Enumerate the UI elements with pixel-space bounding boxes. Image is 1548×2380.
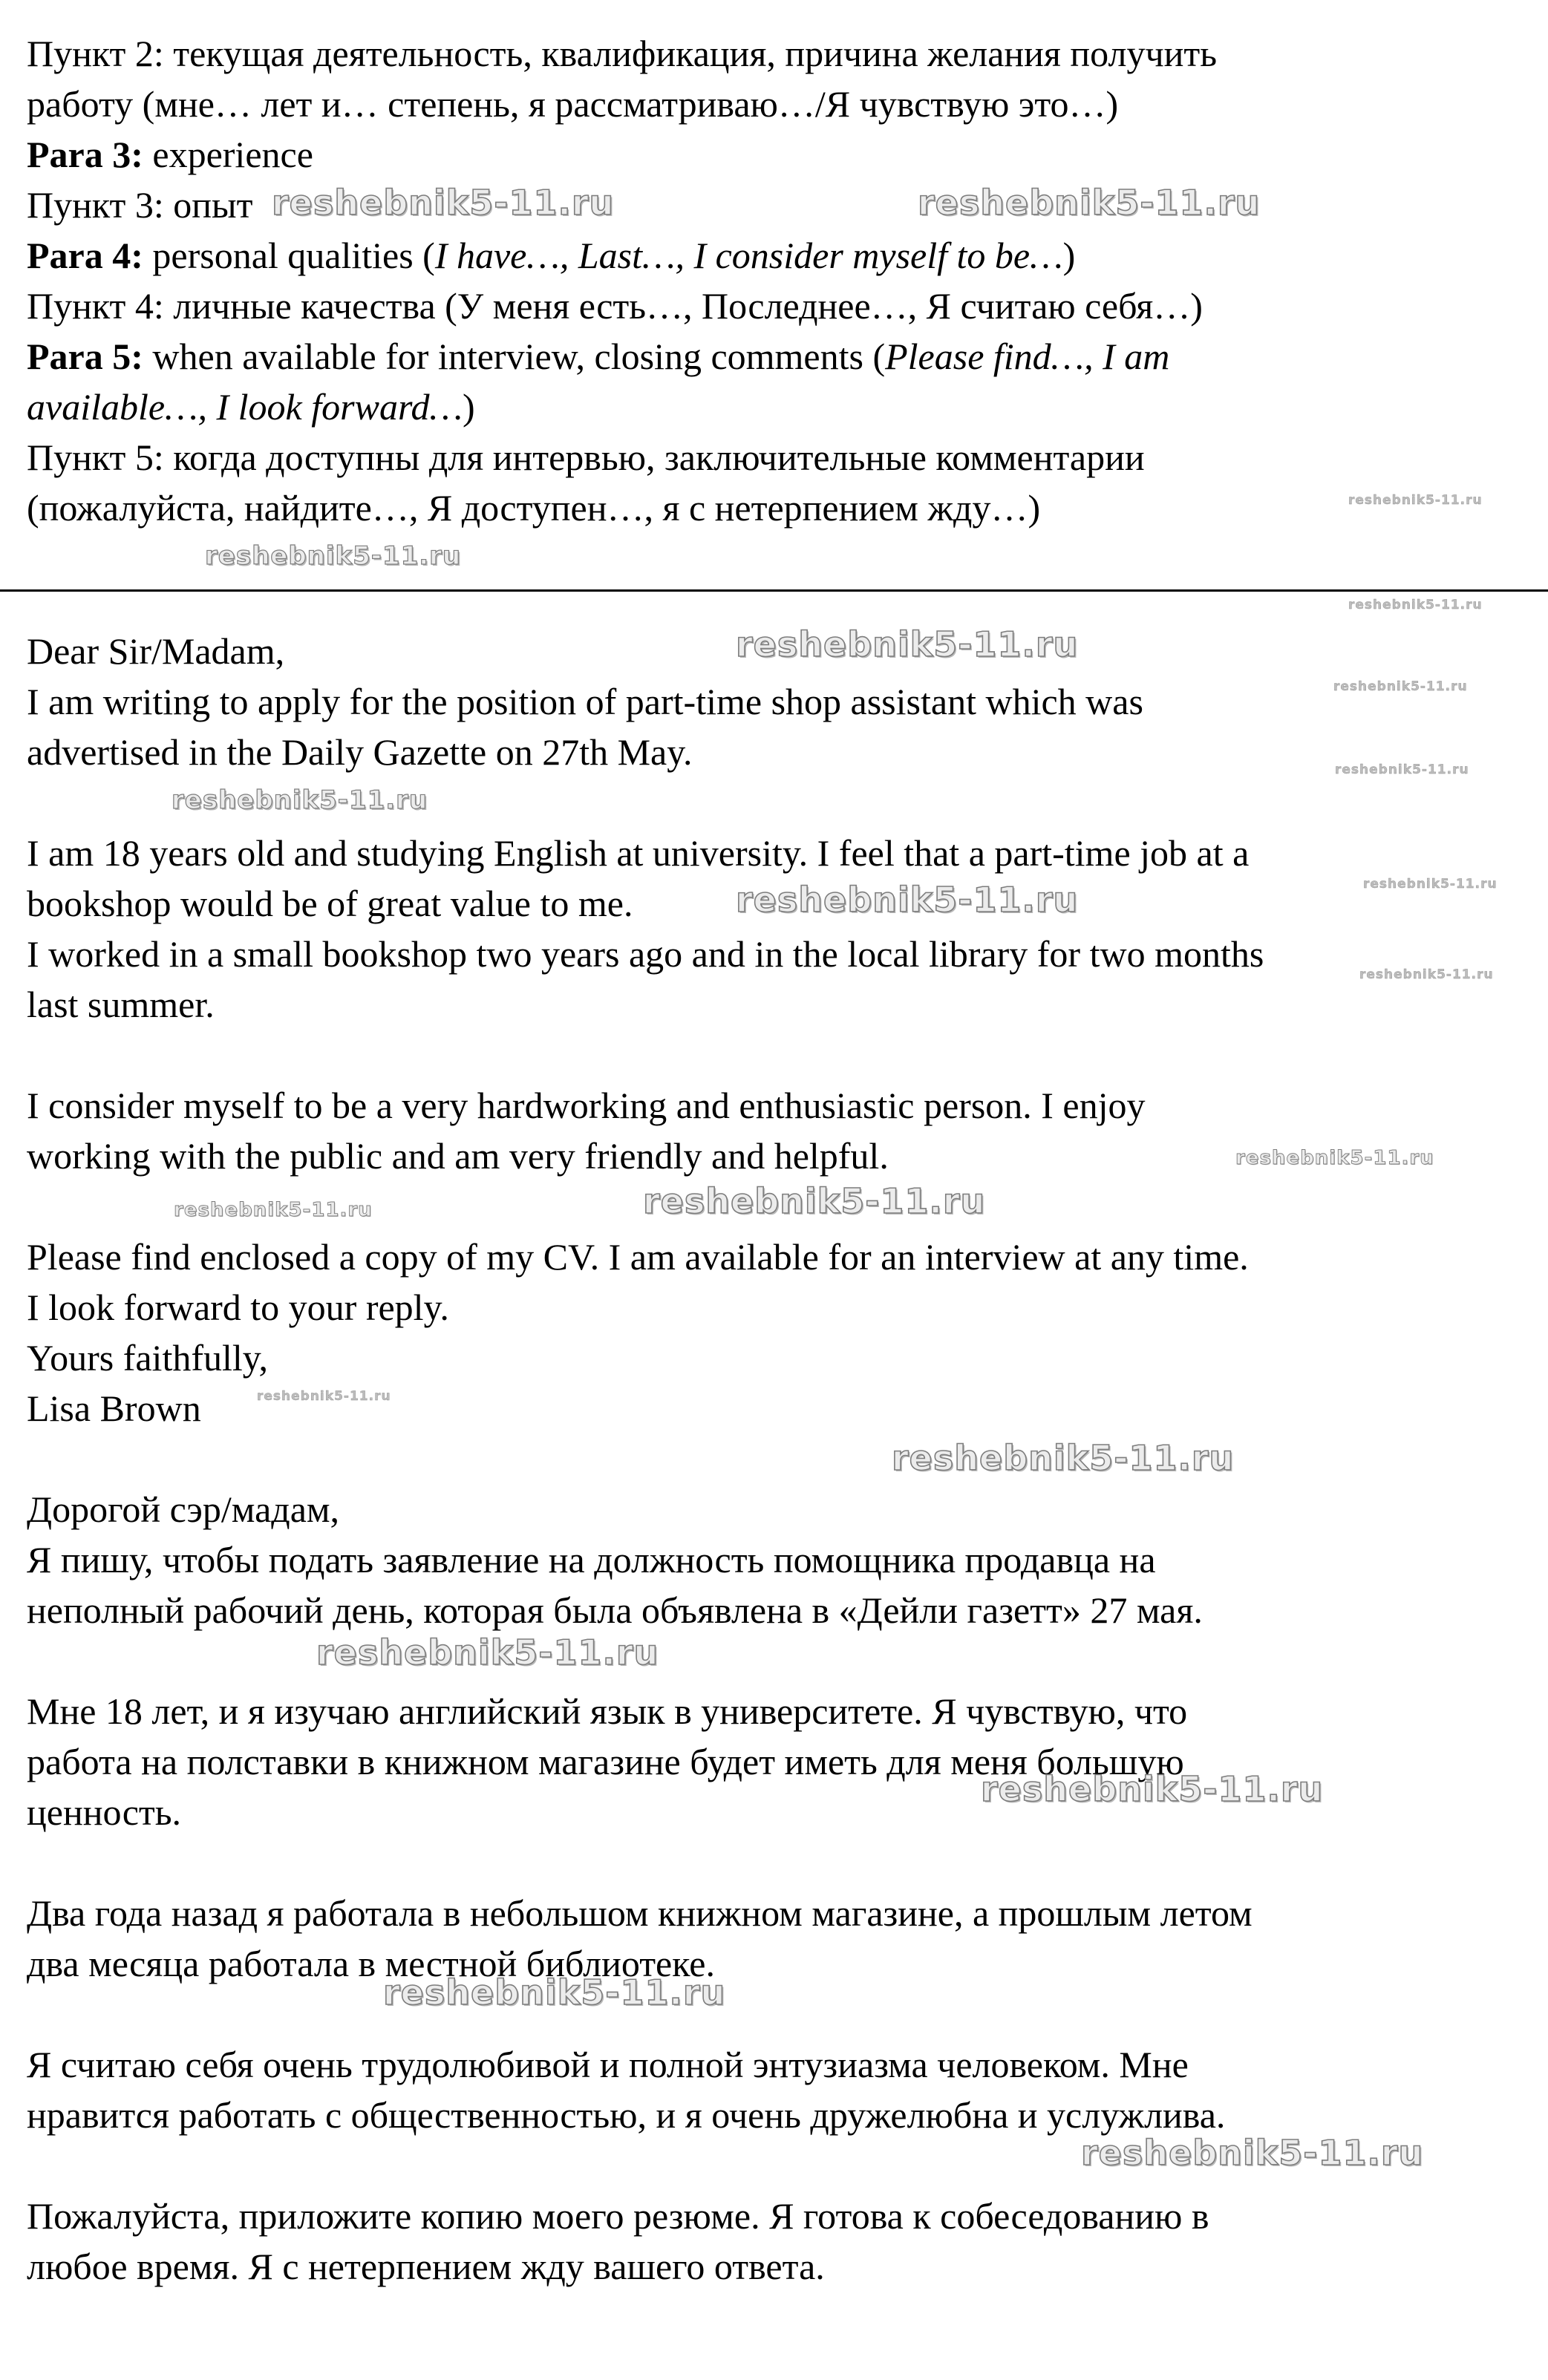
para5-italic-2: available…, I look forward… (27, 386, 463, 428)
para5-label: Para 5: (27, 336, 143, 377)
watermark-line-ru-1 (27, 1433, 1526, 1484)
watermark: reshebnik5-11.ru (918, 183, 1261, 223)
instructions-block (27, 28, 1526, 583)
watermark: reshebnik5-11.ru (1333, 679, 1468, 694)
line-en-p2-2 (27, 878, 1526, 929)
watermark: reshebnik5-11.ru (736, 624, 1079, 664)
punkt3-text: Пункт 3: опыт (27, 184, 253, 226)
para5-italic-1: Please find…, I am (885, 336, 1170, 377)
en-p4-2-text: working with the public and am very friendly and helpful. (27, 1135, 889, 1177)
watermark: reshebnik5-11.ru (643, 1181, 986, 1221)
en-p2-2-text: bookshop would be of great value to me. (27, 883, 633, 924)
watermark: reshebnik5-11.ru (1235, 1147, 1434, 1169)
en-p1-2-text: advertised in the Daily Gazette on 27th May. (27, 731, 693, 773)
watermark-line-en-1 (27, 777, 1526, 828)
watermark: reshebnik5-11.ru (174, 1199, 373, 1221)
line-ru-p2-2: работа на полставки в книжном магазине будет иметь для меня большую (27, 1741, 1184, 1782)
para4-label: Para 4: (27, 235, 143, 276)
en-p1-1-text: I am writing to apply for the position of part-time shop assistant which was (27, 681, 1143, 722)
para3-text: experience (143, 134, 313, 175)
para4-close: ) (1062, 235, 1076, 276)
watermark: reshebnik5-11.ru (1335, 762, 1469, 777)
para3-label: Para 3: (27, 134, 143, 175)
en-signature-text: Lisa Brown (27, 1387, 201, 1429)
line-punkt3 (27, 180, 1526, 230)
line-ru-p5-1: Пожалуйста, приложите копию моего резюме. Я готова к собеседованию в (27, 2195, 1209, 2237)
line-en-closing: Yours faithfully, (27, 1337, 269, 1379)
line-para3 (27, 129, 1526, 180)
para4-italic: I have…, Last…, I consider myself to be… (434, 235, 1063, 276)
line-punkt2-1: Пункт 2: текущая деятельность, квалификация, причина желания получить (27, 33, 1218, 74)
line-ru-p2-1: Мне 18 лет, и я изучаю английский язык в университете. Я чувствую, что (27, 1690, 1188, 1732)
line-en-p6-1: I look forward to your reply. (27, 1287, 449, 1328)
line-punkt2-2: работу (мне… лет и… степень, я рассматриваю…/Я чувствую это…) (27, 83, 1119, 125)
para4-text: personal qualities ( (143, 235, 435, 276)
line-ru-p3-1: Два года назад я работала в небольшом книжном магазине, а прошлым летом (27, 1892, 1253, 1934)
line-ru-p2-3 (27, 1769, 1526, 1837)
line-en-p3-2 (27, 967, 1526, 1030)
line-ru-p1-1: Я пишу, чтобы подать заявление на должность помощника продавца на (27, 1539, 1156, 1580)
line-ru-salutation: Дорогой сэр/мадам, (27, 1488, 340, 1530)
line-ru-p4-1: Я считаю себя очень трудолюбивой и полной энтузиазма человеком. Мне (27, 2044, 1189, 2085)
watermark-line-ru-4 (27, 2133, 1526, 2191)
line-en-p4-2 (27, 1131, 1526, 1181)
watermark: reshebnik5-11.ru (383, 1972, 726, 2013)
letter-english (27, 592, 1526, 1433)
line-en-p5-1: Please find enclosed a copy of my CV. I am available for an interview at any time. (27, 1236, 1249, 1278)
line-en-signature (27, 1383, 1526, 1433)
watermark-line-ru-2 (27, 1632, 1526, 1686)
line-punkt4: Пункт 4: личные качества (У меня есть…, Последнее…, Я считаю себя…) (27, 285, 1203, 327)
watermark: reshebnik5-11.ru (316, 1632, 659, 1673)
watermark: reshebnik5-11.ru (172, 785, 428, 815)
watermark: reshebnik5-11.ru (1348, 493, 1483, 508)
line-en-p1-2 (27, 727, 1526, 777)
watermark: reshebnik5-11.ru (1348, 598, 1483, 612)
line-ru-p5-2: любое время. Я с нетерпением жду вашего ответа. (27, 2246, 825, 2287)
watermark: reshebnik5-11.ru (257, 1389, 391, 1404)
line-en-salutation (27, 626, 1526, 676)
watermark-line-en-2 (27, 1181, 1526, 1232)
en-salutation-text: Dear Sir/Madam, (27, 630, 285, 672)
line-en-p1-1 (27, 676, 1526, 727)
line-para5-2 (27, 382, 1526, 432)
line-en-p4-1: I consider myself to be a very hardworking and enthusiastic person. I enjoy (27, 1085, 1146, 1126)
watermark-line-ru-3 (27, 1972, 1526, 2039)
line-para5-1 (27, 331, 1526, 382)
blank-line (27, 1837, 1526, 1888)
line-ru-p1-2: неполный рабочий день, которая была объявлена в «Дейли газетт» 27 мая. (27, 1589, 1203, 1631)
line-ru-p4-2: нравится работать с общественностью, и я очень дружелюбна и услужлива. (27, 2094, 1226, 2136)
line-ru-p3-2: два месяца работала в местной библиотеке. (27, 1943, 715, 1984)
watermark: reshebnik5-11.ru (1081, 2133, 1424, 2173)
watermark: reshebnik5-11.ru (1359, 967, 1494, 982)
watermark-line-top (27, 533, 1526, 583)
blank-line (27, 1030, 1526, 1080)
watermark: reshebnik5-11.ru (205, 541, 462, 571)
line-punkt5-1: Пункт 5: когда доступны для интервью, заключительные комментарии (27, 437, 1145, 478)
spacer-after-divider (27, 592, 1526, 626)
ru-p2-3-text: ценность. (27, 1791, 182, 1833)
punkt5-text-2: (пожалуйста, найдите…, Я доступен…, я с нетерпением жду…) (27, 487, 1041, 529)
en-p3-2-text: last summer. (27, 984, 215, 1025)
line-en-p3-1: I worked in a small bookshop two years ago and in the local library for two months (27, 933, 1264, 975)
watermark: reshebnik5-11.ru (981, 1769, 1324, 1809)
watermark: reshebnik5-11.ru (736, 880, 1079, 920)
watermark: reshebnik5-11.ru (892, 1438, 1235, 1478)
watermark: reshebnik5-11.ru (1363, 877, 1498, 892)
para5-close: ) (463, 386, 475, 428)
line-para4 (27, 230, 1526, 281)
line-en-p2-1: I am 18 years old and studying English at university. I feel that a part-time job at a (27, 832, 1250, 874)
para5-text: when available for interview, closing comments ( (143, 336, 886, 377)
letter-russian (27, 1433, 1526, 2292)
watermark: reshebnik5-11.ru (272, 183, 615, 223)
line-punkt5-2 (27, 483, 1526, 533)
